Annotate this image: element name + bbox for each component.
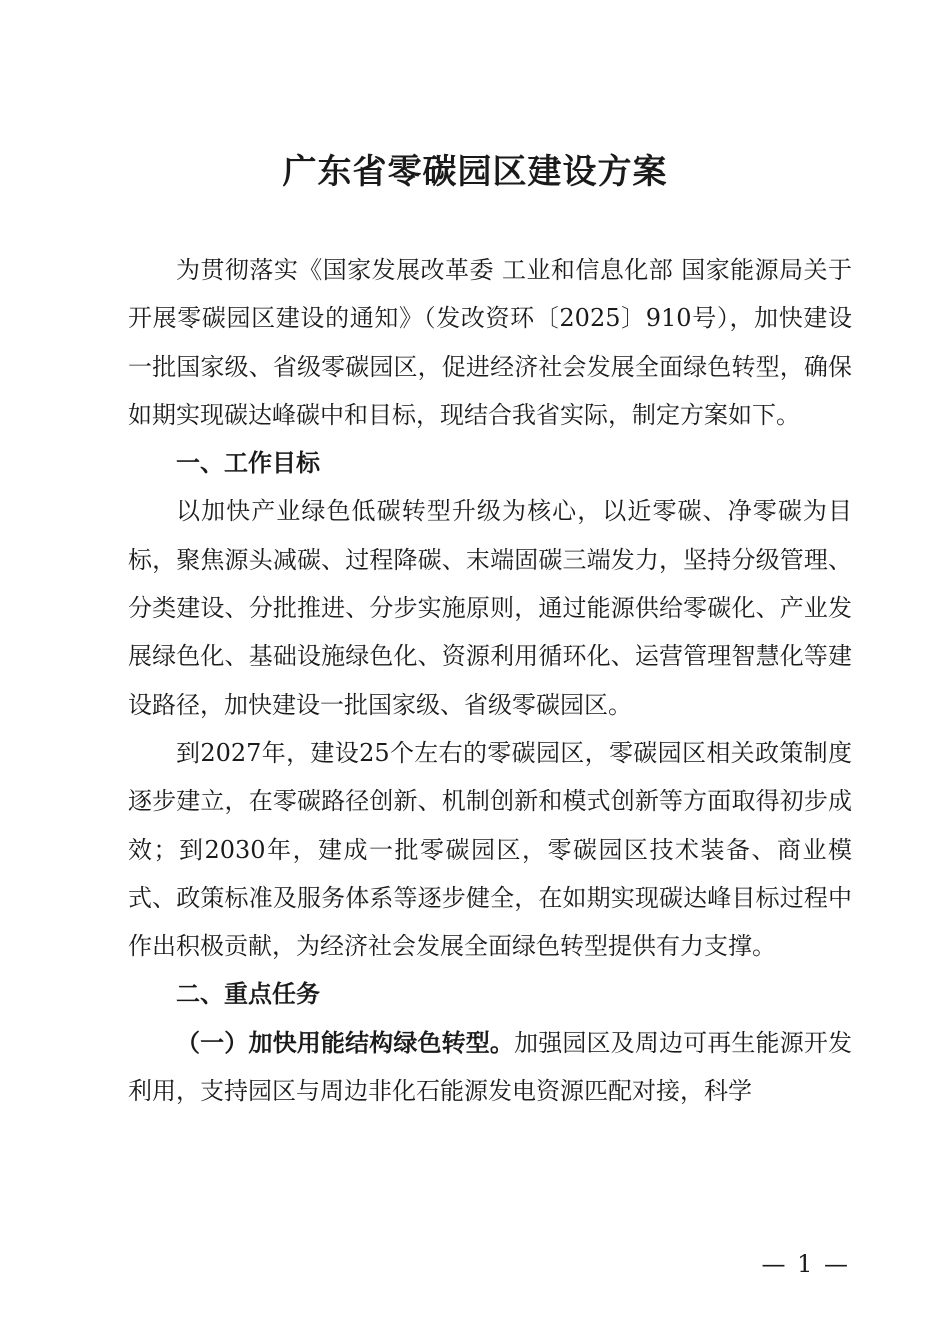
goals-paragraph-1: 以加快产业绿色低碳转型升级为核心，以近零碳、净零碳为目标，聚焦源头减碳、过程降碳、末端固碳三端发力，坚持分级管理、分类建设、分批推进、分步实施原则，通过能源供给零碳化、产业发展绿色化、基础设施绿色化、资源利用循环化、运营管理智慧化等建设路径，加快建设一批国家级、省级零碳园区。	[128, 497, 852, 719]
document-body	[128, 246, 852, 1115]
section-heading-goals: 一、工作目标	[176, 449, 320, 478]
task-paragraph-1	[128, 1019, 852, 1116]
task-1-text: 加强园区及周边可再生能源开发利用，支持园区与周边非化石能源发电资源匹配对接，科学	[128, 1028, 853, 1106]
intro-paragraph: 为贯彻落实《国家发展改革委 工业和信息化部 国家能源局关于开展零碳园区建设的通知》（发改资环〔2025〕910号），加快建设一批国家级、省级零碳园区，促进经济社会发展全面绿色转型，确保如期实现碳达峰碳中和目标，现结合我省实际，制定方案如下。	[128, 256, 852, 429]
section-heading-tasks: 二、重点任务	[176, 980, 320, 1009]
goals-paragraph-2: 到2027年，建设25个左右的零碳园区，零碳园区相关政策制度逐步建立，在零碳路径创新、机制创新和模式创新等方面取得初步成效；到2030年，建成一批零碳园区，零碳园区技术装备、商业模式、政策标准及服务体系等逐步健全，在如期实现碳达峰目标过程中作出积极贡献，为经济社会发展全面绿色转型提供有力支撑。	[128, 738, 852, 961]
page-number: — 1 —	[761, 1250, 850, 1278]
document-title: 广东省零碳园区建设方案	[282, 152, 668, 192]
task-1-heading: （一）加快用能结构绿色转型。	[176, 1027, 515, 1057]
